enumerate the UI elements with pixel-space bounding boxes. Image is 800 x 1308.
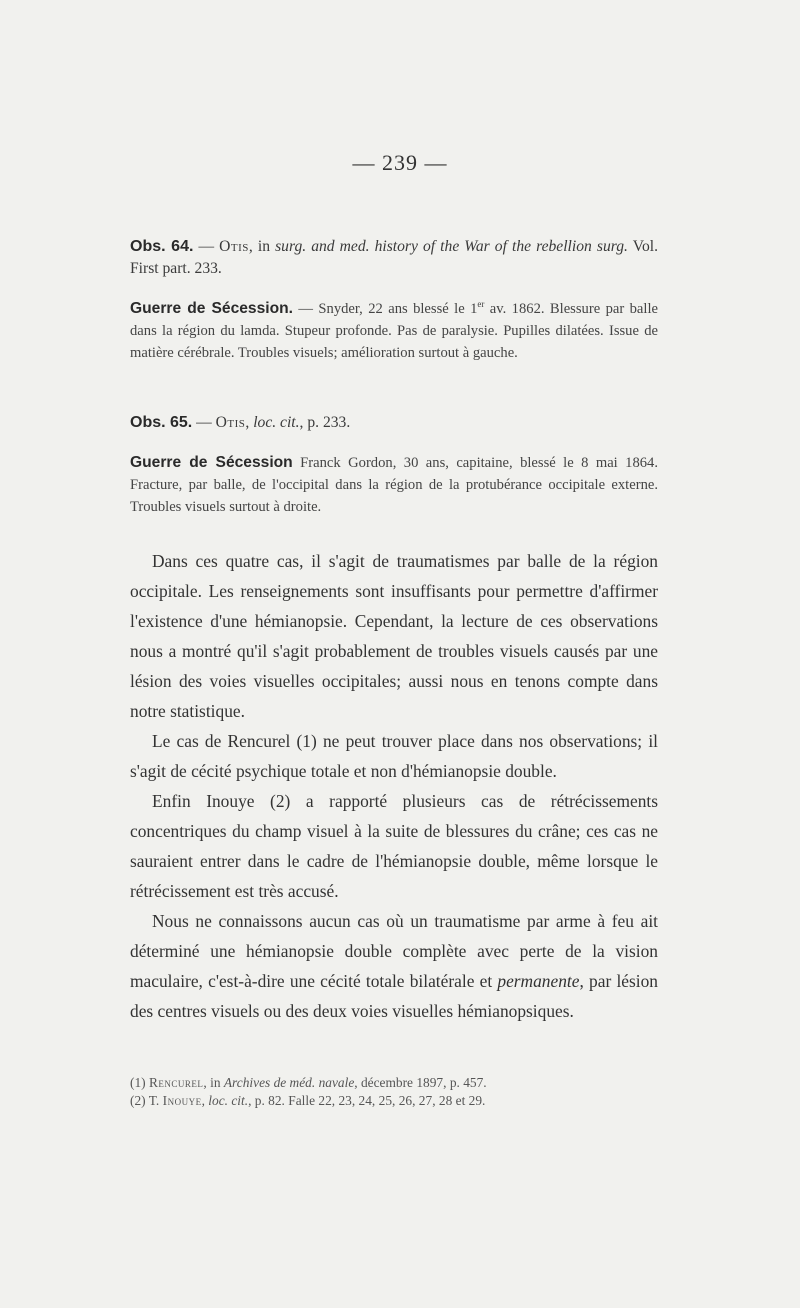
footnote-2 — [130, 1092, 658, 1110]
footnote-2-num: (2) T. — [130, 1093, 163, 1108]
page-number: — 239 — — [352, 150, 448, 175]
footnote-1-rest: , décembre 1897, p. 457. — [354, 1075, 487, 1090]
paragraph-conclusion-a: Nous ne connaissons aucun cas où un traumatisme par arme à feu ait déterminé une hémianopsie double complète avec perte de la vision maculaire, c'est-à-dire une cécité totale bilatérale et — [130, 911, 658, 991]
obs-65-dash: — — [192, 414, 216, 431]
obs-64-volume: Vol. First part. 233. — [130, 238, 658, 277]
paragraph-conclusion-b: , par lésion des centres visuels ou des deux voies visuelles hémianopsiques. — [130, 971, 658, 1021]
footnote-2-rest: , p. 82. Falle 22, 23, 24, 25, 26, 27, 28 et 29. — [248, 1093, 486, 1108]
footnote-1-num: (1) — [130, 1075, 149, 1090]
footnote-2-loc-cit: loc. cit. — [208, 1093, 249, 1108]
footnote-1 — [130, 1074, 658, 1092]
obs-65-comma: , — [245, 414, 254, 431]
obs-65-page: , p. 233. — [299, 414, 351, 431]
obs-64-dash: — — [193, 238, 220, 255]
obs-64-reference — [130, 236, 658, 280]
obs-64-text-b: av. 1862. Blessure par balle dans la région du lamda. Stupeur profonde. Pas de paralysie. Pupilles dilatées. Issue de matière cérébrale. Troubles visuels; amélioration surtout à gauche. — [130, 301, 658, 361]
footnote-1-journal: Archives de méd. navale — [223, 1075, 355, 1090]
footnotes — [130, 1074, 658, 1110]
obs-64-heading: Guerre de Sécession. — [130, 300, 293, 317]
paragraph-conclusion-emphasis: permanente — [497, 971, 580, 991]
paragraph-four-cases: Dans ces quatre cas, il s'agit de traumatismes par balle de la région occipitale. Les renseignements sont insuffisants pour permettre d'affirmer l'existence d'une hémianopsie. Cependant, la lecture de ces observations nous a montré qu'il s'agit probablement de troubles visuels causés par une lésion des voies visuelles occipitales; aussi nous en tenons compte dans notre statistique. — [130, 551, 658, 721]
paragraph-conclusion — [130, 906, 658, 1026]
paragraph-inouye: Enfin Inouye (2) a rapporté plusieurs cas de rétrécissements concentriques du champ visuel à la suite de blessures du crâne; ces cas ne sauraient entrer dans le cadre de l'hémianopsie double, même lorsque le rétrécissement est très accusé. — [130, 791, 658, 901]
footnote-2-comma: , — [201, 1093, 209, 1108]
obs-65-label: Obs. 65. — [130, 414, 193, 431]
body-text — [130, 546, 658, 1026]
paragraph-rencurel: Le cas de Rencurel (1) ne peut trouver place dans nos observations; il s'agit de cécité psychique totale et non d'hémianopsie double. — [130, 731, 658, 781]
obs-65-text: Franck Gordon, 30 ans, capitaine, blessé le 8 mai 1864. Fracture, par balle, de l'occipital dans la région de la protubérance occipitale externe. Troubles visuels surtout à droite. — [130, 455, 658, 515]
footnote-2-author: Inouye — [162, 1093, 202, 1108]
obs-64-in: , in — [248, 238, 276, 255]
obs-64-source-title: surg. and med. history of the War of the rebellion surg. — [275, 238, 628, 255]
obs-64-text-a: Snyder, 22 ans blessé le 1 — [318, 301, 478, 317]
footnote-1-author: Rencurel — [148, 1075, 204, 1090]
obs-64-case-description — [130, 298, 658, 364]
obs-65-case-description — [130, 452, 658, 518]
obs-64-label: Obs. 64. — [130, 238, 194, 255]
obs-64-sup: er — [477, 299, 485, 310]
footnote-1-in: , in — [203, 1075, 224, 1090]
obs-64-heading-dash: — — [293, 301, 319, 317]
obs-65-author: Otis — [215, 414, 246, 431]
obs-65-reference — [130, 412, 658, 434]
obs-64-author: Otis — [219, 238, 249, 255]
obs-65-heading: Guerre de Sécession — [130, 454, 293, 471]
obs-65-loc-cit: loc. cit. — [253, 414, 300, 431]
